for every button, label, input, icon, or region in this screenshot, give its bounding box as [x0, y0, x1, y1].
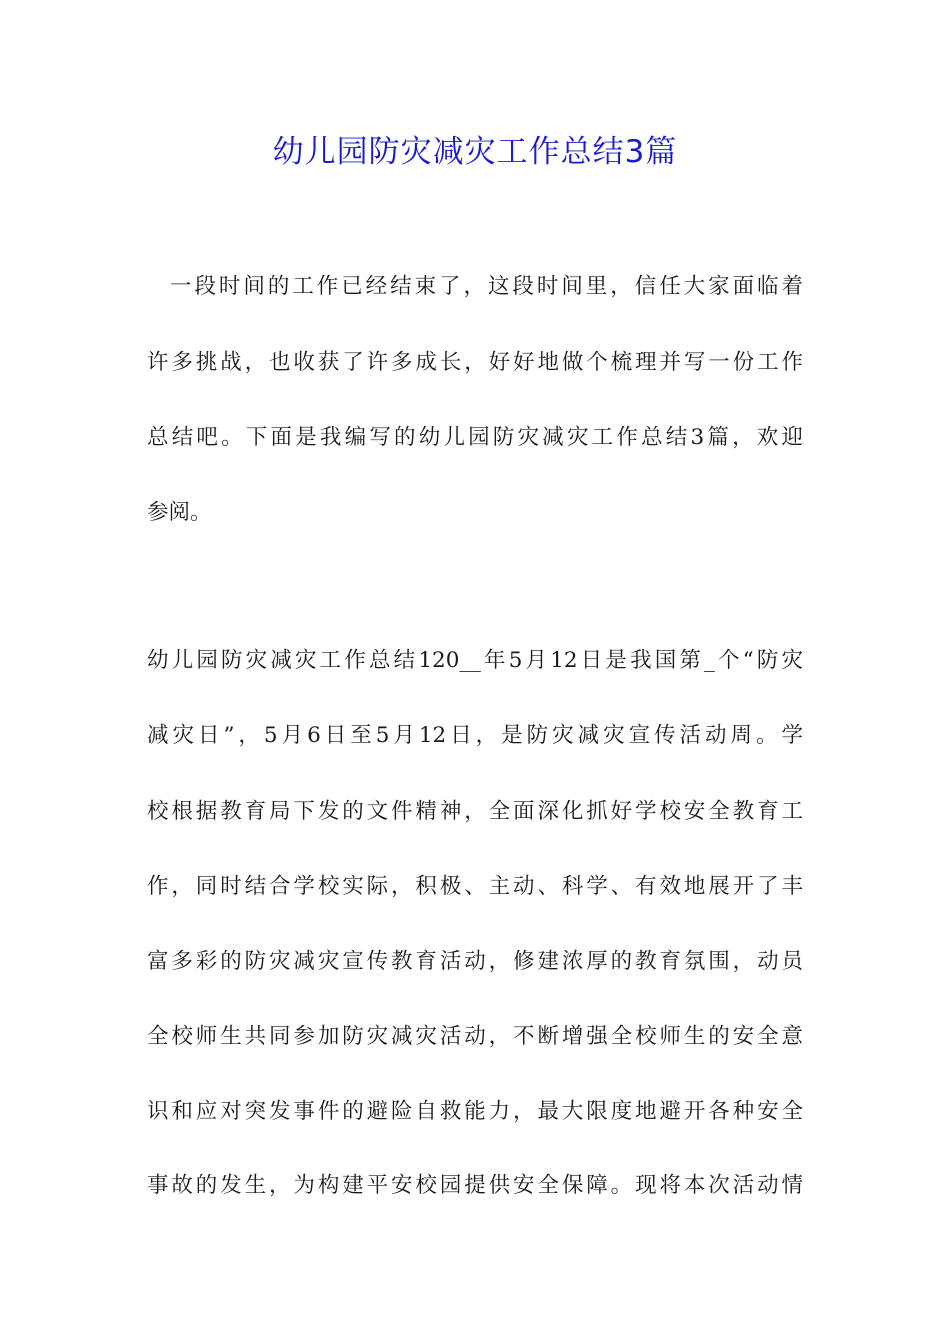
intro-line: 一段时间的工作已经结束了，这段时间里，信任大家面临着	[170, 274, 803, 299]
body-line: 识和应对突发事件的避险自救能力，最大限度地避开各种安全	[147, 1099, 803, 1124]
body-line: 幼儿园防灾减灾工作总结120__年5月12日是我国第_个“防灾	[147, 648, 803, 673]
intro-line: 总结吧。下面是我编写的幼儿园防灾减灾工作总结3篇，欢迎	[147, 425, 803, 450]
body-line: 校根据教育局下发的文件精神，全面深化抓好学校安全教育工	[147, 799, 803, 824]
intro-line: 参阅。	[147, 500, 212, 525]
body-line: 作，同时结合学校实际，积极、主动、科学、有效地展开了丰	[147, 874, 803, 899]
body-line: 全校师生共同参加防灾减灾活动，不断增强全校师生的安全意	[147, 1024, 803, 1049]
body-line: 事故的发生，为构建平安校园提供安全保障。现将本次活动情	[147, 1173, 803, 1198]
document-title: 幼儿园防灾减灾工作总结3篇	[272, 134, 678, 170]
body-line: 富多彩的防灾减灾宣传教育活动，修建浓厚的教育氛围，动员	[147, 949, 803, 974]
intro-line: 许多挑战，也收获了许多成长，好好地做个梳理并写一份工作	[147, 350, 803, 375]
body-line: 减灾日”，5月6日至5月12日，是防灾减灾宣传活动周。学	[147, 723, 803, 748]
